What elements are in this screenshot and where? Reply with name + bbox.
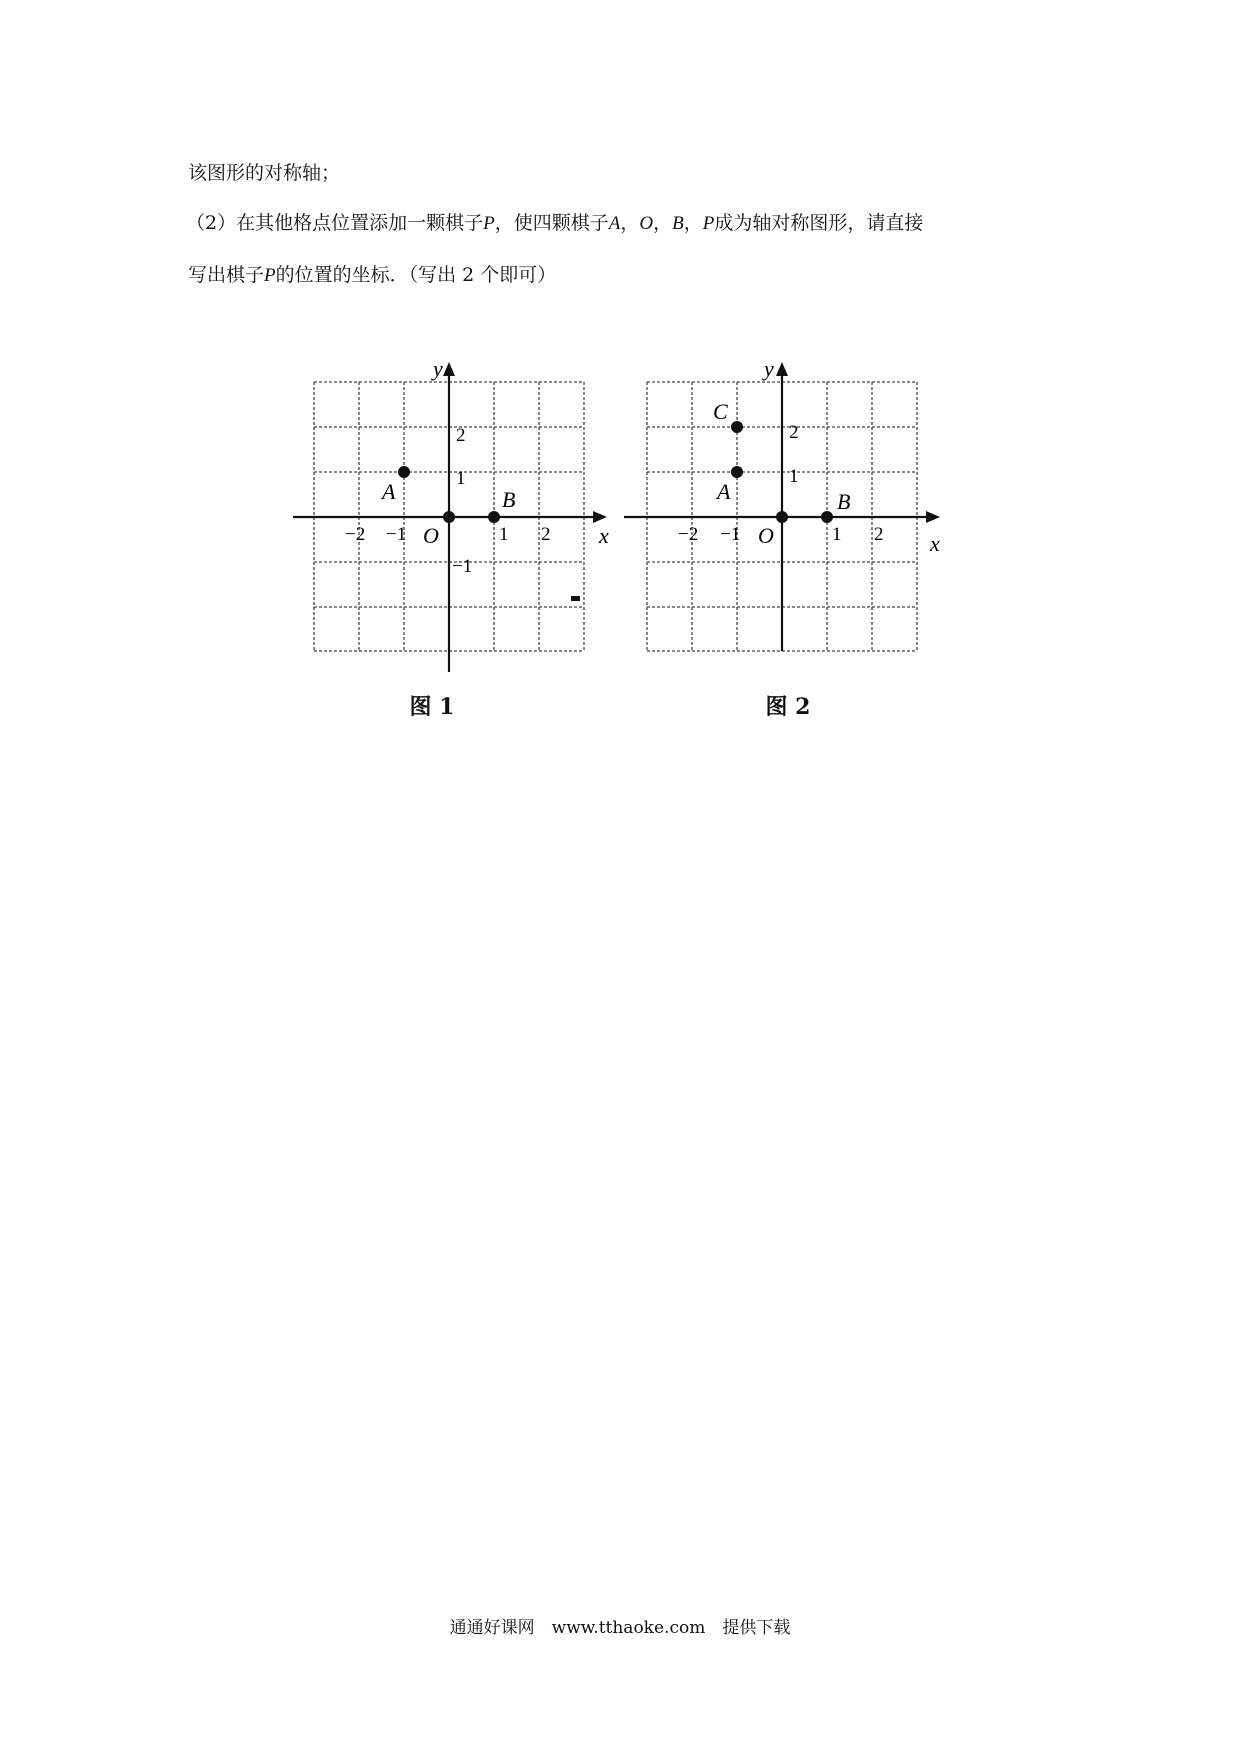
figure-2-caption: 图 2 [765, 694, 811, 720]
point-b-label: B [837, 489, 851, 514]
var-p: P [483, 213, 495, 234]
question-line-1 [188, 160, 340, 186]
x-tick-label: 1 [499, 524, 509, 545]
x-tick-label: 2 [874, 524, 884, 545]
text-segment: ， [620, 212, 640, 234]
var-p: P [702, 213, 715, 234]
point-c-label: C [713, 399, 728, 424]
question-line-3 [188, 262, 556, 289]
x-axis-label: x [930, 531, 940, 556]
text-segment: 的位置的坐标．（写出 2 个即可） [275, 264, 557, 286]
x-tick-label: −2 [345, 524, 366, 545]
var-a: A [608, 213, 621, 234]
figure-2 [618, 360, 948, 680]
text-segment: 成为轴对称图形，请直接 [714, 212, 924, 234]
point-a [731, 466, 743, 478]
x-tick-label: 1 [832, 524, 842, 545]
stray-mark [571, 596, 580, 601]
x-tick-label: −2 [678, 524, 699, 545]
y-axis-arrow [776, 362, 788, 376]
y-axis-arrow [443, 362, 455, 376]
x-axis-label: x [599, 523, 609, 548]
y-tick-label: 1 [456, 468, 466, 489]
page-footer: 通通好课网 www.tthaoke.com 提供下载 [449, 1618, 791, 1638]
axes [624, 366, 936, 651]
y-axis-label: y [764, 360, 774, 381]
y-tick-label: 2 [456, 425, 466, 446]
x-axis-arrow [593, 511, 607, 523]
y-tick-label: −1 [452, 556, 473, 577]
point-a [398, 466, 410, 478]
x-tick-label: 2 [541, 524, 551, 545]
point-b [821, 511, 833, 523]
text-segment: ，使四颗棋子 [494, 212, 609, 234]
origin-label: O [423, 523, 439, 548]
origin-label: O [758, 523, 774, 548]
figure-1 [285, 360, 615, 680]
x-axis-arrow [926, 511, 940, 523]
point-a-label: A [717, 479, 731, 504]
y-tick-label: 2 [789, 422, 799, 443]
text-segment: ， [653, 212, 673, 234]
figure-1-graph [285, 360, 615, 680]
x-tick-label: −1 [386, 524, 407, 545]
var-o: O [639, 213, 654, 234]
text-segment: 写出棋子 [188, 264, 265, 286]
var-b: B [672, 213, 684, 234]
point-o [443, 511, 455, 523]
figure-1-caption: 图 1 [409, 694, 455, 720]
question-text: 该图形的对称轴； [188, 162, 341, 184]
y-axis-label: y [433, 360, 443, 381]
point-a-label: A [382, 479, 396, 504]
point-c [731, 421, 743, 433]
figure-2-graph [618, 360, 948, 680]
var-p: P [264, 265, 276, 286]
point-o [776, 511, 788, 523]
text-segment: ， [683, 212, 703, 234]
y-tick-label: 1 [789, 466, 799, 487]
x-tick-label: −1 [720, 524, 741, 545]
text-segment: （2）在其他格点位置添加一颗棋子 [186, 212, 484, 234]
question-line-2 [186, 210, 923, 237]
point-b-label: B [502, 487, 516, 512]
point-b [488, 511, 500, 523]
